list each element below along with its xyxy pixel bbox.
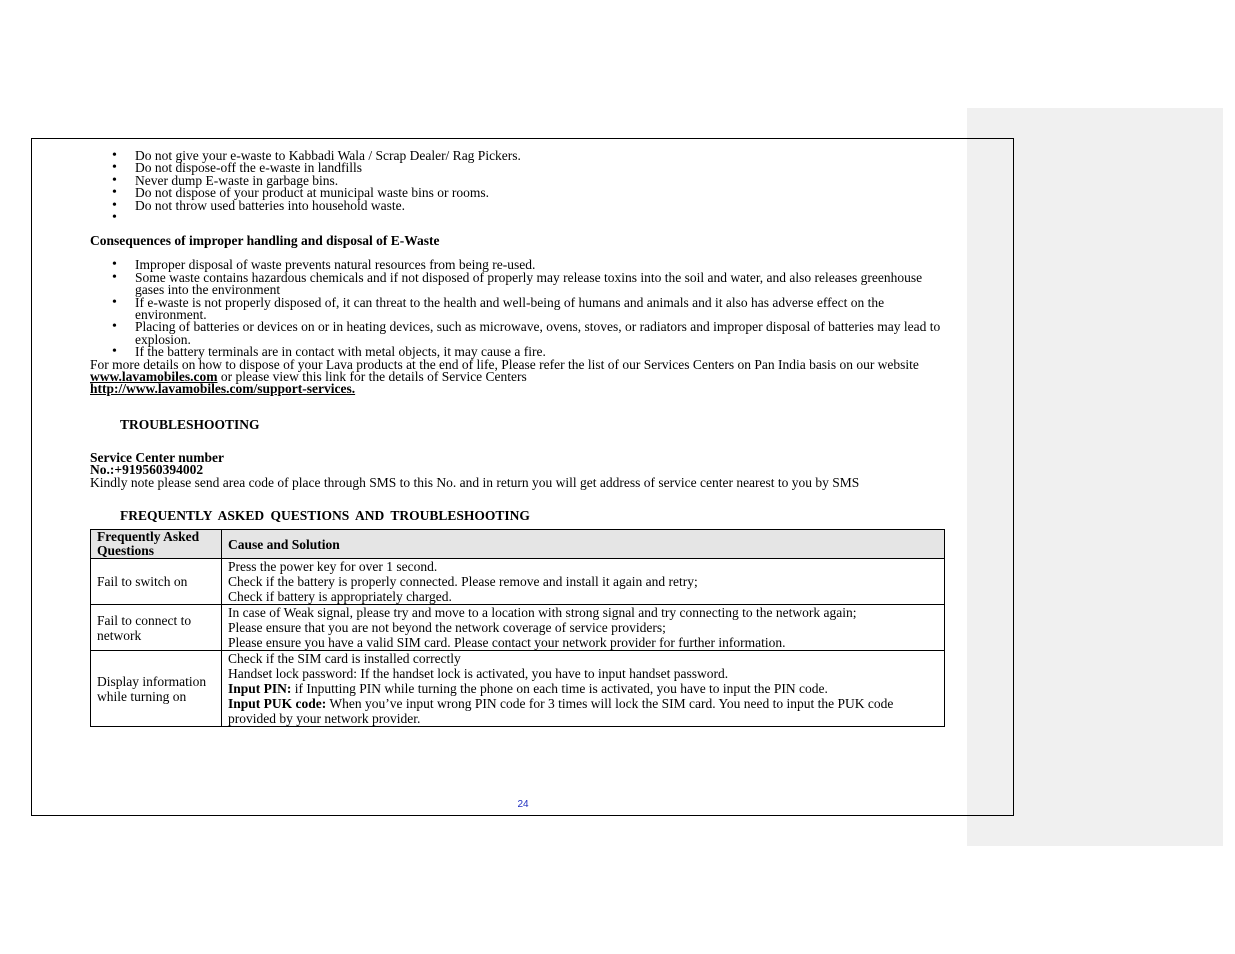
page-content xyxy=(90,150,952,727)
faq-table xyxy=(90,529,945,727)
faq-answer xyxy=(222,559,945,605)
answer-line: Please ensure that you are not beyond the network coverage of service providers; xyxy=(228,620,666,636)
answer-line: In case of Weak signal, please try and move to a location with strong signal and try connecting to the network again; xyxy=(228,605,857,621)
table-header-row xyxy=(91,530,945,559)
list-item: • Improper disposal of waste prevents natural resources from being re-used. xyxy=(135,259,952,271)
ewaste-donts-list xyxy=(90,150,952,224)
service-center-number: No.:+919560394002 xyxy=(90,462,204,478)
list-item: • If e-waste is not properly disposed of, it can threat to the health and well-being of humans and animals and it also has adverse effect on the environment. xyxy=(135,297,952,322)
answer-line: Check if the SIM card is installed correctly xyxy=(228,651,461,667)
answer-line: Please ensure you have a valid SIM card. Please contact your network provider for further information. xyxy=(228,635,786,651)
list-item: • Do not dispose-off the e-waste in landfills xyxy=(135,162,952,174)
service-center-block xyxy=(90,449,952,490)
puk-text: When you’ve input wrong PIN code for 3 times will lock the SIM card. You need to input the PUK code provided by your network provider. xyxy=(228,696,894,727)
list-item: • Placing of batteries or devices on or in heating devices, such as microwave, ovens, stoves, or radiators and improper disposal of batteries may lead to explosion. xyxy=(135,321,952,346)
consequences-list xyxy=(90,259,952,358)
list-item: • If the battery terminals are in contact with metal objects, it may cause a fire. xyxy=(135,346,952,358)
consequences-heading: Consequences of improper handling and disposal of E-Waste xyxy=(90,233,440,249)
troubleshooting-heading: TROUBLESHOOTING xyxy=(120,416,260,432)
service-center-label: Service Center number xyxy=(90,449,224,465)
more-details-paragraph xyxy=(90,356,952,397)
answer-line: Handset lock password: If the handset lock is activated, you have to input handset password. xyxy=(228,666,729,682)
table-row xyxy=(91,651,945,727)
answer-line: Press the power key for over 1 second. xyxy=(228,559,438,575)
answer-line-puk xyxy=(228,696,938,726)
puk-label: Input PUK code: xyxy=(228,696,327,712)
answer-line-pin xyxy=(228,681,938,696)
answer-line: Check if the battery is properly connected. Please remove and install it again and retry; xyxy=(228,574,698,590)
answer-line: Check if battery is appropriately charged. xyxy=(228,589,452,605)
faq-heading: FREQUENTLY ASKED QUESTIONS AND TROUBLESHOOTING xyxy=(120,508,530,524)
pin-label: Input PIN: xyxy=(228,681,292,697)
faq-question: Fail to connect to network xyxy=(91,605,222,651)
support-services-link[interactable]: http://www.lavamobiles.com/support-services. xyxy=(90,381,356,397)
list-item: • Never dump E-waste in garbage bins. xyxy=(135,175,952,187)
more-details-text: or please view this link for the details of Service Centers xyxy=(217,369,527,385)
faq-answer xyxy=(222,651,945,727)
service-center-note: Kindly note please send area code of place through SMS to this No. and in return you will get address of service center nearest to you by SMS xyxy=(90,474,860,490)
list-item-empty xyxy=(135,212,952,224)
list-item: • Some waste contains hazardous chemicals and if not disposed of properly may release toxins into the soil and water, and also releases greenhouse gases into the environment xyxy=(135,272,952,297)
list-item: • Do not dispose of your product at municipal waste bins or rooms. xyxy=(135,187,952,199)
faq-question: Display information while turning on xyxy=(91,651,222,727)
pin-text: if Inputting PIN while turning the phone on each time is activated, you have to input the PIN code. xyxy=(291,681,828,697)
more-details-text: For more details on how to dispose of your Lava products at the end of life, Please refer the list of our Services Centers on Pan India basis on our website xyxy=(90,356,919,372)
column-header-question: Frequently Asked Questions xyxy=(91,530,222,559)
table-row xyxy=(91,605,945,651)
table-row xyxy=(91,559,945,605)
list-item: • Do not give your e-waste to Kabbadi Wala / Scrap Dealer/ Rag Pickers. xyxy=(135,150,952,162)
faq-answer xyxy=(222,605,945,651)
column-header-answer: Cause and Solution xyxy=(222,530,945,559)
website-link[interactable]: www.lavamobiles.com xyxy=(90,369,218,385)
faq-question: Fail to switch on xyxy=(91,559,222,605)
list-item: • Do not throw used batteries into household waste. xyxy=(135,200,952,212)
page-number: 24 xyxy=(517,799,529,810)
